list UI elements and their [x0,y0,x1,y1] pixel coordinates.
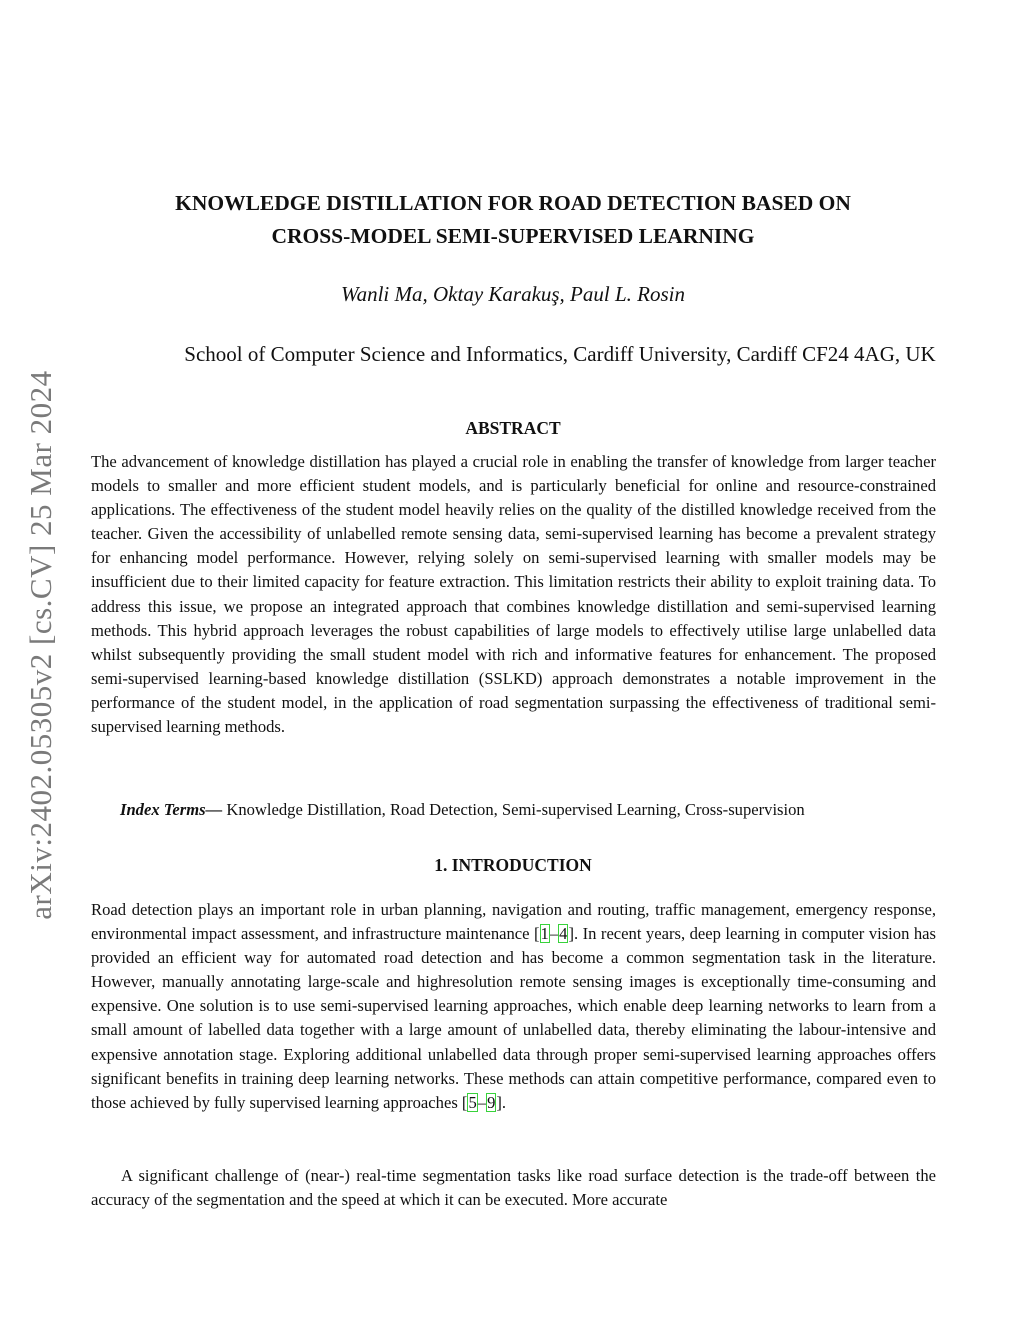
introduction-paragraph-1 [91,898,936,1115]
index-terms-list: Knowledge Distillation, Road Detection, Semi-supervised Learning, Cross-supervision [226,800,805,819]
intro-p1-text-start: Road detection plays an important role in urban planning, navigation and routing, traffic management, emergency response, environmental impact assessment, and infrastructure maintenance [ [91,900,936,944]
citation-link-1[interactable]: 1 [540,924,549,944]
citation-range-dash: – [477,1092,487,1112]
intro-p1-text-middle: ]. In recent years, deep learning in computer vision has provided an efficient way for automated road detection and has become a common segmentation task in the literature. However, manually annotating large-scale and highresolution remote sensing images is exceptionally time-consuming and expensive. One solution is to use semi-supervised learning approaches, which enable deep learning networks to learn from a small amount of labelled data together with a large amount of unlabelled data, thereby eliminating the labour-intensive and expensive annotation stage. Exploring additional unlabelled data through proper semi-supervised learning approaches offers significant benefits in training deep learning networks. These methods can attain competitive performance, compared even to those achieved by fully supervised learning approaches [ [91,924,936,1112]
title-line-1: KNOWLEDGE DISTILLATION FOR ROAD DETECTION BASED ON [175,191,851,215]
abstract-heading: ABSTRACT [465,418,561,438]
paper-title [90,187,936,253]
arxiv-identifier-stamp: arXiv:2402.05305v2 [cs.CV] 25 Mar 2024 [23,370,58,920]
introduction-paragraph-2: A significant challenge of (near-) real-time segmentation tasks like road surface detection is the trade-off between the accuracy of the segmentation and the speed at which it can be executed. More accurate [91,1166,936,1210]
citation-link-4[interactable]: 4 [559,924,568,944]
introduction-heading: 1. INTRODUCTION [434,855,592,875]
intro-p1-text-end: ]. [496,1092,507,1112]
citation-link-5[interactable]: 5 [468,1092,477,1112]
abstract-text: The advancement of knowledge distillation has played a crucial role in enabling the transfer of knowledge from larger teacher models to smaller and more efficient student models, and is particularly beneficial for online and resource-constrained applications. The effectiveness of the student model heavily relies on the quality of the distilled knowledge received from the teacher. Given the accessibility of unlabelled remote sensing data, semi-supervised learning has become a prevalent strategy for enhancing model performance. However, relying solely on semi-supervised learning with smaller models may be insufficient due to their limited capacity for feature extraction. This limitation restricts their ability to exploit training data. To address this issue, we propose an integrated approach that combines knowledge distillation and semi-supervised learning methods. This hybrid approach leverages the robust capabilities of large models to effectively utilise large unlabelled data whilst subsequently providing the small student model with rich and informative features for enhancement. The proposed semi-supervised learning-based knowledge distillation (SSLKD) approach demonstrates a notable improvement in the performance of the student model, in the application of road segmentation surpassing the effectiveness of traditional semi-supervised learning methods. [91,452,936,737]
title-line-2: CROSS-MODEL SEMI-SUPERVISED LEARNING [271,224,755,248]
citation-range-dash: – [549,924,559,944]
author-affiliation: School of Computer Science and Informatics, Cardiff University, Cardiff CF24 4AG, UK [184,342,936,366]
author-list: Wanli Ma, Oktay Karakuş, Paul L. Rosin [341,282,685,306]
index-terms-label: Index Terms— [120,800,223,819]
index-terms [120,798,940,822]
citation-link-9[interactable]: 9 [487,1092,496,1112]
